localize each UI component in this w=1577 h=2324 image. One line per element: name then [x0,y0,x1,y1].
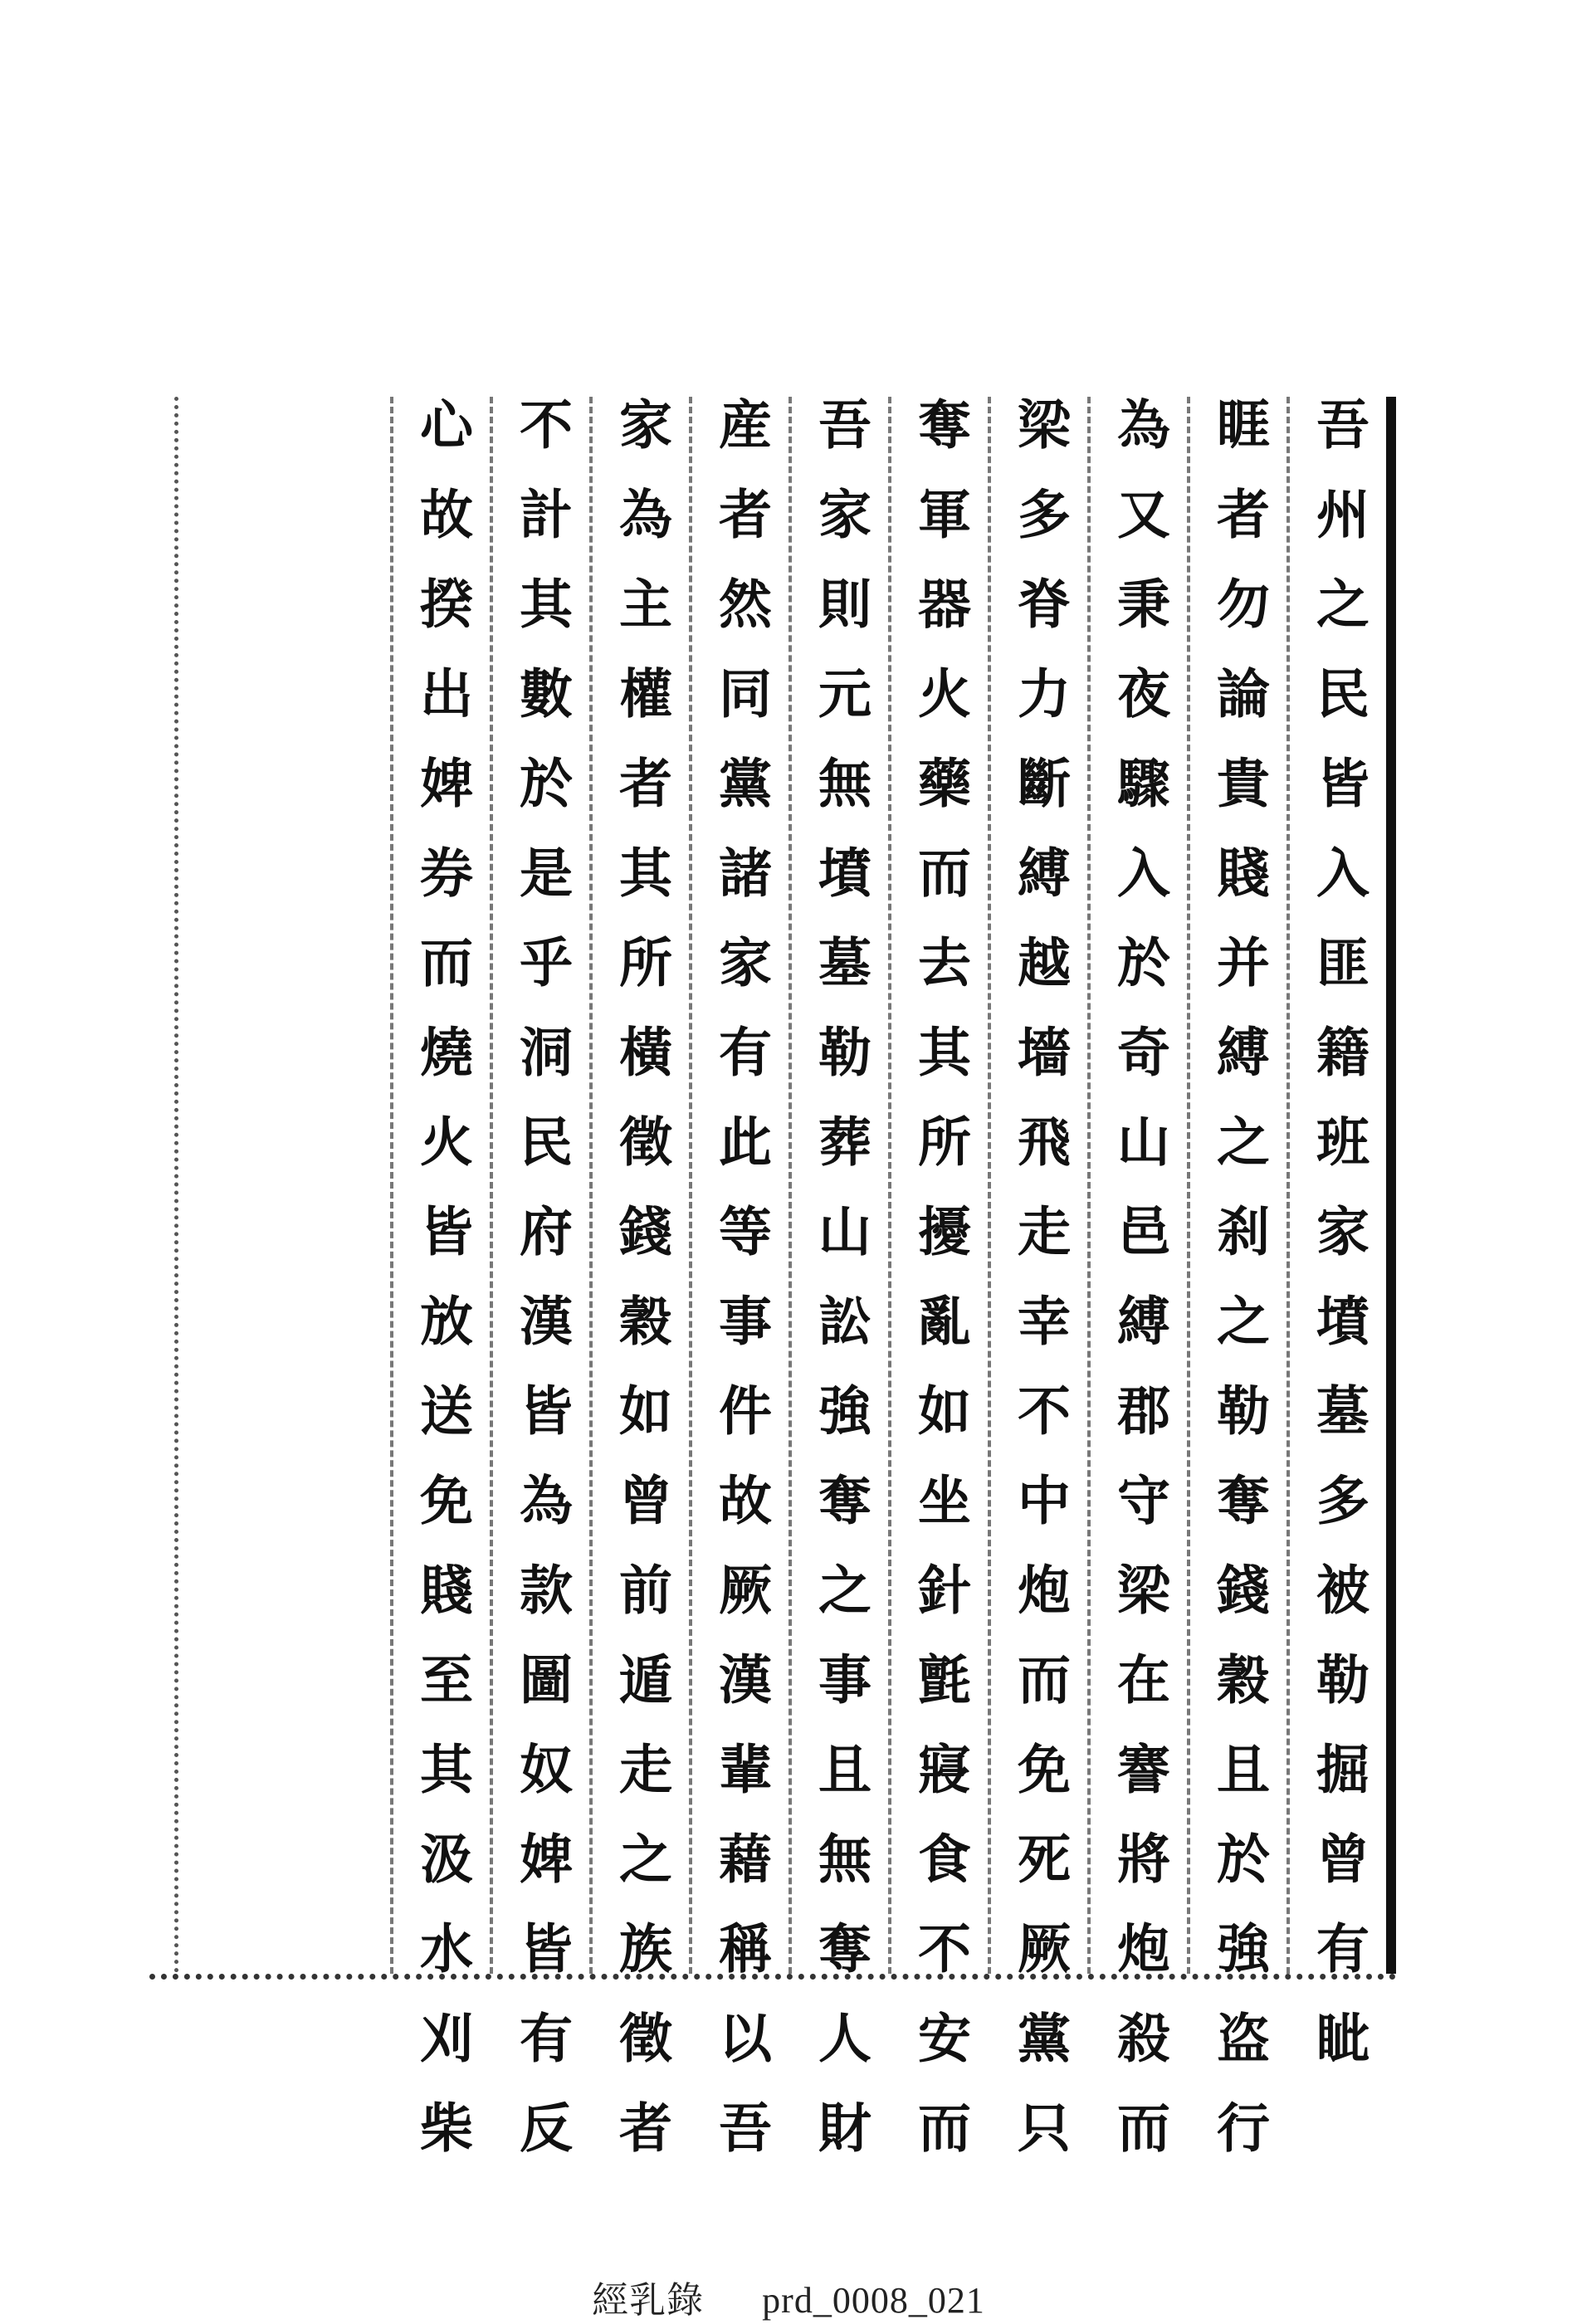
text-column [1286,397,1386,2100]
column-text: 為又秉夜驟入於奇山邑縛郡守梁在謇將炮殺而 [1108,397,1170,2190]
column-text: 不計其數於是乎洞民府漢皆為款圖奴婢皆有反 [510,397,573,2190]
column-text: 吾家則元無墳墓勒葬山訟強奪之事且無奪人財 [809,397,872,2190]
column-text: 睚者勿論貴賤并縛之刹之勒奪錢穀且於強盗行 [1208,397,1270,2190]
text-column [1087,397,1187,2190]
text-columns [191,397,1386,2190]
text-column [888,397,988,2190]
text-column [390,397,490,2190]
footer-page-code: prd_0008_021 [762,2280,985,2321]
column-text: 産者然同黨諸家有此等事件故厥漢輩藉稱以吾 [710,397,772,2190]
text-column [1187,397,1286,2190]
page-footer [0,2270,1577,2323]
text-column [490,397,589,2190]
text-column [589,397,689,2190]
column-text: 奪軍器火藥而去其所擾亂如坐針氈寢食不安而 [909,397,971,2190]
column-text: 心故揆出婢券而燒火皆放送免賤至其汲水刈柴 [411,397,473,2190]
text-column [689,397,788,2190]
page-frame-left-border [174,397,178,1974]
footer-book-title: 經乳錄 [592,2280,705,2321]
column-text: 吾州之民皆入匪籍班家墳墓多被勒掘曾有眦 [1307,397,1370,2100]
column-text: 家為主權者其所橫徵錢穀如曾前遁走之族徵者 [610,397,672,2190]
text-column [988,397,1087,2190]
text-column [788,397,888,2190]
column-text: 梁多脊力斷縛越墻飛走幸不中炮而免死厥黨只 [1008,397,1071,2190]
page-frame-right-border [1386,397,1396,1974]
